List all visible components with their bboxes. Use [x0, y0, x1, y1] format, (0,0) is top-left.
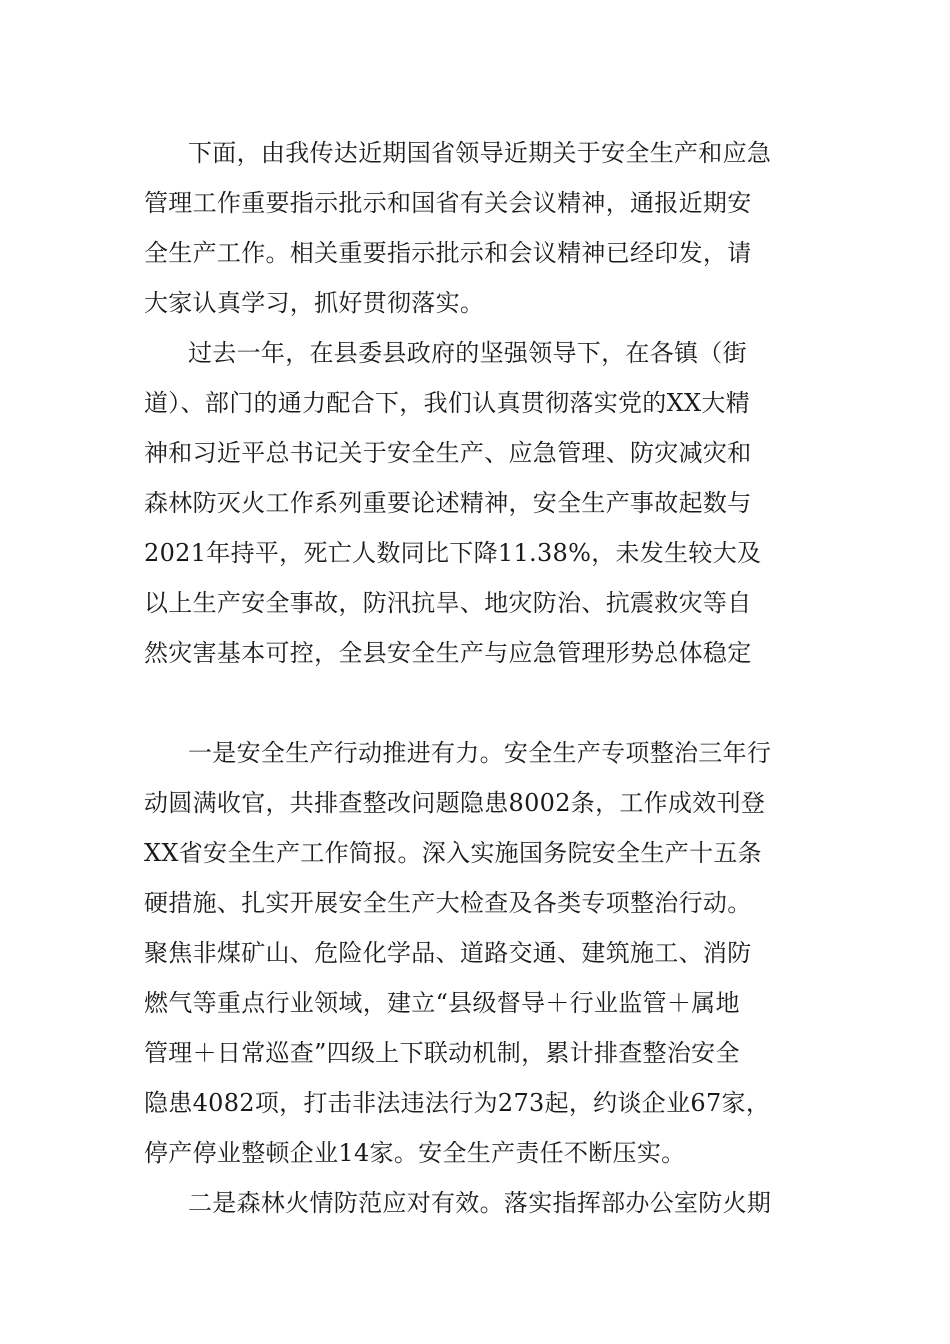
text-line: 管理工作重要指示批示和国省有关会议精神，通报近期安 [144, 189, 752, 217]
text-line: 然灾害基本可控，全县安全生产与应急管理形势总体稳定 [144, 639, 752, 667]
text-line: 二是森林火情防范应对有效。落实指挥部办公室防火期 [188, 1189, 772, 1217]
text-line: 以上生产安全事故，防汛抗旱、地灾防治、抗震救灾等自 [144, 589, 752, 617]
text-line: 停产停业整顿企业14家。安全生产责任不断压实。 [144, 1139, 686, 1167]
document-body [144, 128, 812, 1228]
text-line: 神和习近平总书记关于安全生产、应急管理、防灾减灾和 [144, 439, 752, 467]
text-line: 道）、部门的通力配合下，我们认真贯彻落实党的XX大精 [144, 389, 750, 417]
text-line: 下面，由我传达近期国省领导近期关于安全生产和应急 [188, 139, 772, 167]
text-line: 隐患4082项，打击非法违法行为273起，约谈企业67家， [144, 1089, 771, 1117]
text-line: 大家认真学习，抓好贯彻落实。 [144, 289, 485, 317]
text-line: 燃气等重点行业领域，建立“县级督导＋行业监管＋属地 [144, 989, 740, 1017]
text-line: 一是安全生产行动推进有力。安全生产专项整治三年行 [188, 739, 772, 767]
text-line: 2021年持平，死亡人数同比下降11.38%，未发生较大及 [144, 539, 762, 567]
text-line: 管理＋日常巡查”四级上下联动机制，累计排查整治安全 [144, 1039, 740, 1067]
paragraph-forest-fire [144, 1178, 812, 1228]
text-line: XX省安全生产工作简报。深入实施国务院安全生产十五条 [144, 839, 762, 867]
text-line: 过去一年，在县委县政府的坚强领导下，在各镇（街 [188, 339, 747, 367]
text-line: 动圆满收官，共排查整改问题隐患8002条，工作成效刊登 [144, 789, 766, 817]
paragraph-review [144, 328, 812, 678]
text-line: 聚焦非煤矿山、危险化学品、道路交通、建筑施工、消防 [144, 939, 752, 967]
paragraph-safety-actions [144, 728, 812, 1178]
text-line: 全生产工作。相关重要指示批示和会议精神已经印发，请 [144, 239, 752, 267]
text-line: 森林防灭火工作系列重要论述精神，安全生产事故起数与 [144, 489, 752, 517]
text-line: 硬措施、扎实开展安全生产大检查及各类专项整治行动。 [144, 889, 752, 917]
paragraph-intro [144, 128, 812, 328]
